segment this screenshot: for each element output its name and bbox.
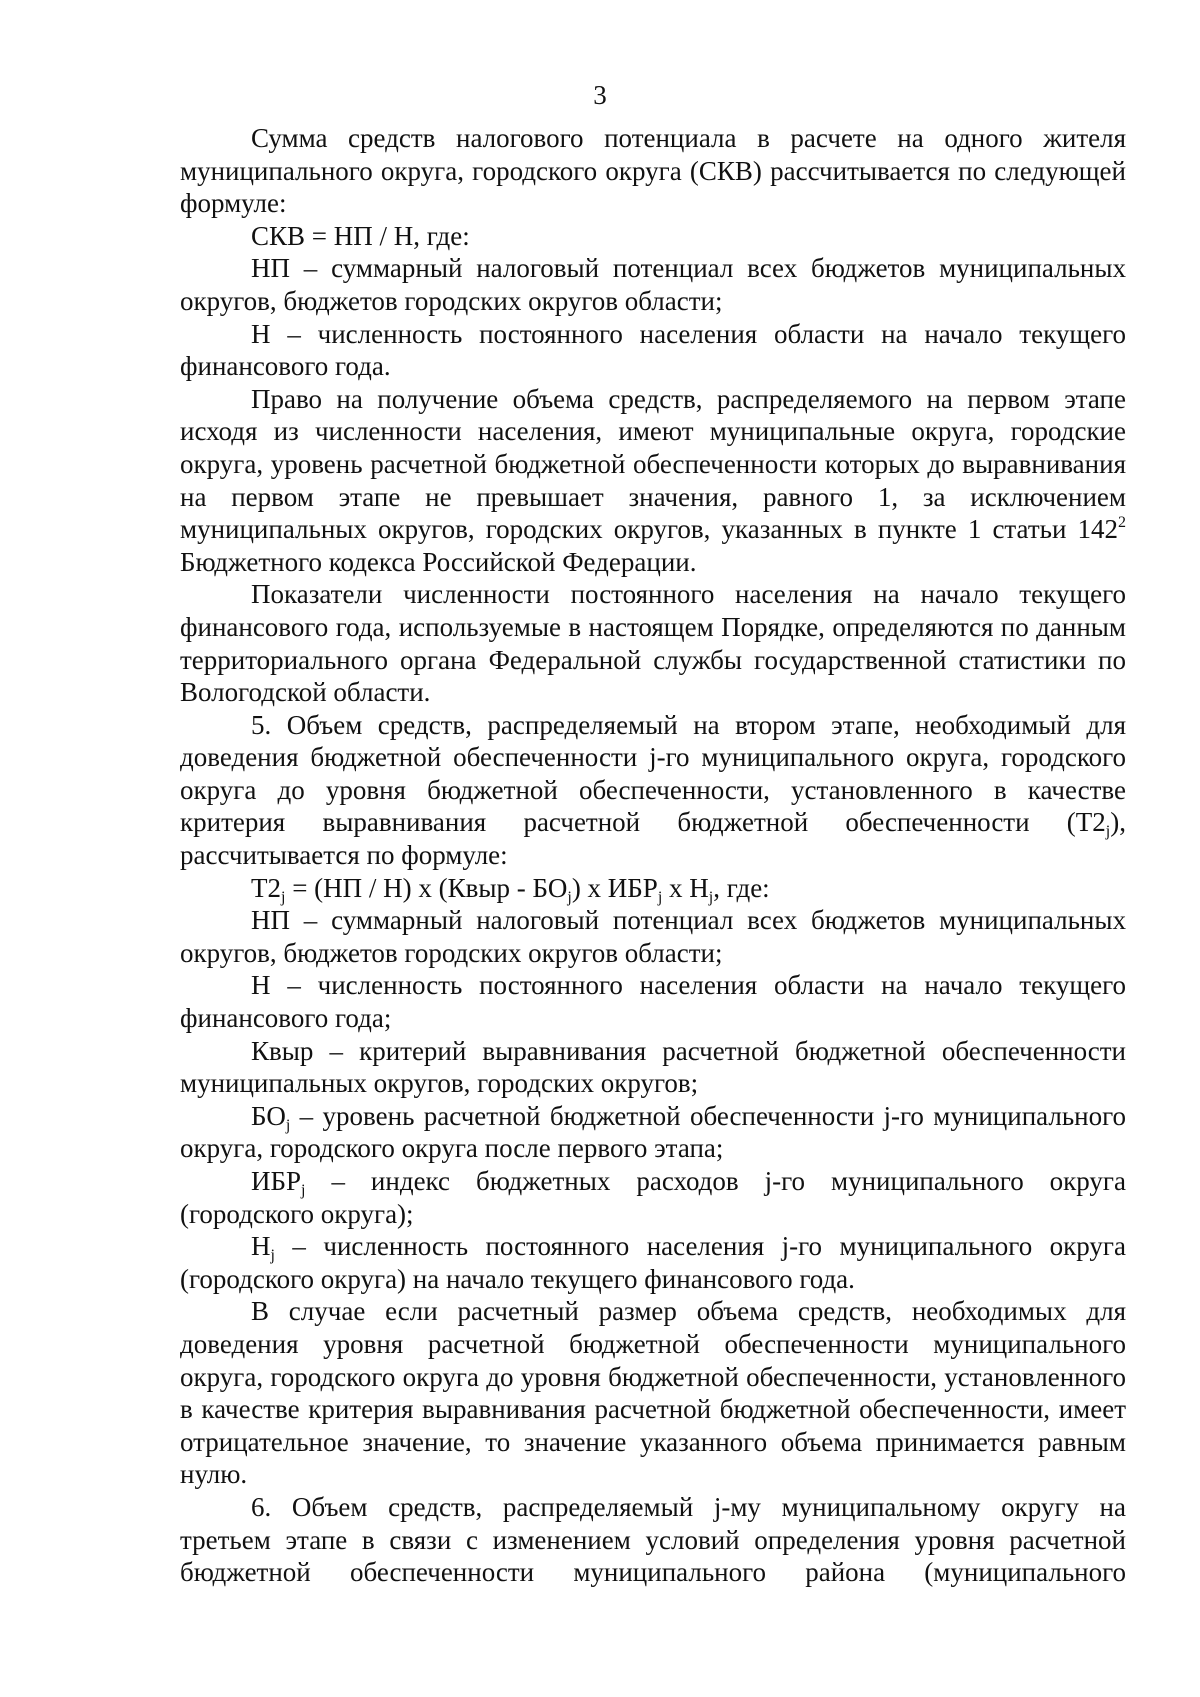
- text-segment: БО: [251, 1100, 286, 1131]
- paragraph-hj-definition: [180, 1230, 1126, 1295]
- text-segment: – индекс бюджетных расходов j-го муниципального округа (городского округа);: [180, 1166, 1126, 1229]
- text-segment: ИБР: [251, 1166, 302, 1196]
- subscript: j: [708, 888, 714, 906]
- paragraph-np-definition-2: НП – суммарный налоговый потенциал всех бюджетов муниципальных округов, бюджетов городских округов области;: [180, 905, 1126, 968]
- subscript: j: [1105, 823, 1111, 841]
- paragraph-kvyr-definition: Квыр – критерий выравнивания расчетной бюджетной обеспеченности муниципальных округов, городских округов;: [180, 1035, 1126, 1099]
- subscript: j: [281, 888, 286, 906]
- text-segment: 5. Объем средств, распределяемый на втором этапе, необходимый для доведения бюджетной обеспеченности j-го муниципального округа, городского округа до уровня бюджетной обеспеченности, установленного в качестве критерия выравнивания расчетной бюджетной обеспеченности (Т2: [180, 709, 1126, 838]
- formula-part: = (НП / Н) х (Квыр - БО: [285, 872, 568, 903]
- document-body: [180, 122, 1126, 1589]
- text-segment: ), рассчитывается по формуле:: [180, 807, 1126, 871]
- subscript: j: [301, 1182, 306, 1199]
- paragraph-first-stage-right: [180, 383, 1126, 579]
- formula-part: ) х ИБР: [571, 872, 658, 903]
- subscript: j: [285, 1116, 291, 1134]
- text-segment: – уровень расчетной бюджетной обеспеченности j-го муниципального округа, городского округа после первого этапа;: [180, 1100, 1126, 1164]
- formula-part: , где:: [713, 872, 770, 903]
- formula-part: х Н: [662, 872, 709, 903]
- text-segment: Право на получение объема средств, распределяемого на первом этапе исходя из численности населения, имеют муниципальные округа, городские округа, уровень расчетной бюджетной обеспеченности которых до выравнивания на первом этапе не превышает значения, равного 1, за исключением муниципальных округов, городских округов, указанных в пункте 1 статьи 142: [180, 383, 1126, 545]
- paragraph-item-5: [180, 709, 1126, 872]
- paragraph-np-definition: НП – суммарный налоговый потенциал всех бюджетов муниципальных округов, бюджетов городских округов области;: [180, 253, 1126, 316]
- text-segment: Бюджетного кодекса Российской Федерации.: [180, 546, 697, 577]
- paragraph-negative-value: В случае если расчетный размер объема средств, необходимых для доведения уровня расчетной бюджетной обеспеченности муниципального округа, городского округа до уровня бюджетной обеспеченности, установленного в качестве критерия выравнивания расчетной бюджетной обеспеченности, имеет отрицательное значение, то значение указанного объема принимается равным нулю.: [180, 1296, 1126, 1490]
- paragraph-n-definition: Н – численность постоянного населения области на начало текущего финансового года.: [180, 318, 1126, 382]
- formula-part: Т2: [251, 872, 281, 903]
- formula-t2: [180, 872, 1126, 905]
- superscript: 2: [1118, 514, 1126, 532]
- paragraph-item-6: 6. Объем средств, распределяемый j-му муниципальному округу на третьем этапе в связи с изменением условий определения уровня расчетной бюджетной обеспеченности муниципального района (муниципального: [180, 1491, 1126, 1588]
- subscript: j: [567, 888, 572, 906]
- paragraph-bo-definition: [180, 1100, 1126, 1165]
- paragraph-population-data: Показатели численности постоянного населения на начало текущего финансового года, используемые в настоящем Порядке, определяются по данным территориального органа Федеральной службы государственной статистики по Вологодской области.: [180, 579, 1126, 708]
- page-number: 3: [593, 80, 607, 110]
- paragraph-skv-intro: Сумма средств налогового потенциала в расчете на одного жителя муниципального округа, городского округа (СКВ) рассчитывается по следующей формуле:: [180, 123, 1126, 219]
- paragraph-ibr-definition: [180, 1165, 1126, 1230]
- text-segment: Н: [251, 1231, 271, 1262]
- text-segment: – численность постоянного населения j-го муниципального округа (городского округа) на начало текущего финансового года.: [180, 1231, 1126, 1294]
- subscript: j: [657, 888, 663, 906]
- formula-skv: СКВ = НП / Н, где:: [251, 220, 470, 251]
- subscript: j: [270, 1247, 275, 1265]
- paragraph-n-definition-2: Н – численность постоянного населения области на начало текущего финансового года;: [180, 970, 1126, 1034]
